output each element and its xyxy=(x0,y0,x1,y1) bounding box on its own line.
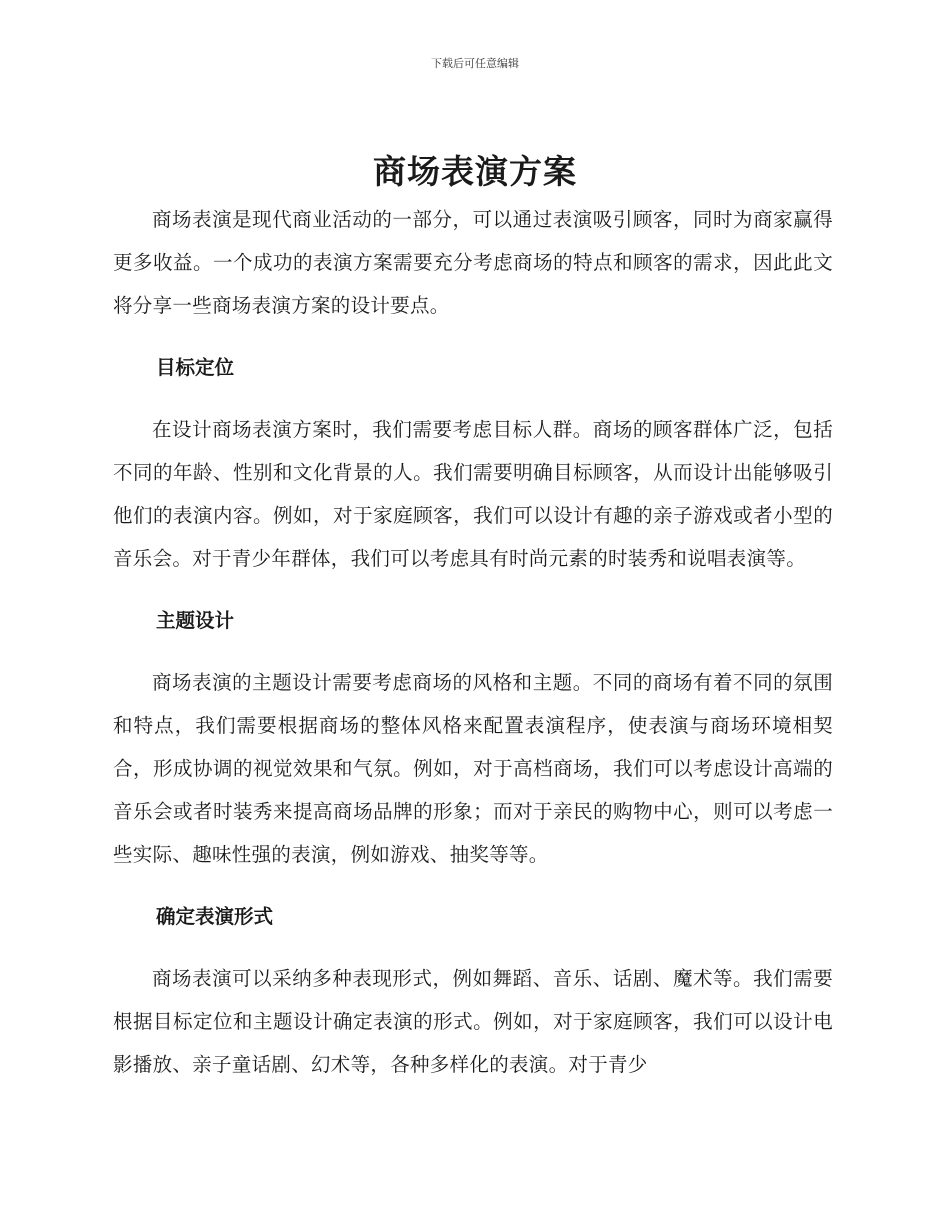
section-paragraph-theme-design: 商场表演的主题设计需要考虑商场的风格和主题。不同的商场有着不同的氛围和特点，我们需要根据商场的整体风格来配置表演程序，使表演与商场环境相契合，形成协调的视觉效果和气氛。例如，对于高档商场，我们可以考虑设计高端的音乐会或者时装秀来提高商场品牌的形象；而对于亲民的购物中心，则可以考虑一些实际、趣味性强的表演，例如游戏、抽奖等等。 xyxy=(113,671,833,866)
document-body xyxy=(113,198,833,1086)
section-paragraph-performance-form: 商场表演可以采纳多种表现形式，例如舞蹈、音乐、话剧、魔术等。我们需要根据目标定位和主题设计确定表演的形式。例如，对于家庭顾客，我们可以设计电影播放、亲子童话剧、幻术等，各种多样化的表演。对于青少 xyxy=(113,967,833,1076)
section-heading-theme-design: 主题设计 xyxy=(156,609,235,632)
section-paragraph-target-positioning: 在设计商场表演方案时，我们需要考虑目标人群。商场的顾客群体广泛，包括不同的年龄、性别和文化背景的人。我们需要明确目标顾客，从而设计出能够吸引他们的表演内容。例如，对于家庭顾客，我们可以设计有趣的亲子游戏或者小型的音乐会。对于青少年群体，我们可以考虑具有时尚元素的时装秀和说唱表演等。 xyxy=(113,418,833,570)
header-note: 下载后可任意编辑 xyxy=(431,57,519,70)
section-heading-performance-form: 确定表演形式 xyxy=(156,905,274,928)
intro-paragraph: 商场表演是现代商业活动的一部分，可以通过表演吸引顾客，同时为商家赢得更多收益。一个成功的表演方案需要充分考虑商场的特点和顾客的需求，因此此文将分享一些商场表演方案的设计要点。 xyxy=(113,208,833,317)
document-title: 商场表演方案 xyxy=(373,152,577,191)
section-heading-target-positioning: 目标定位 xyxy=(156,356,235,379)
